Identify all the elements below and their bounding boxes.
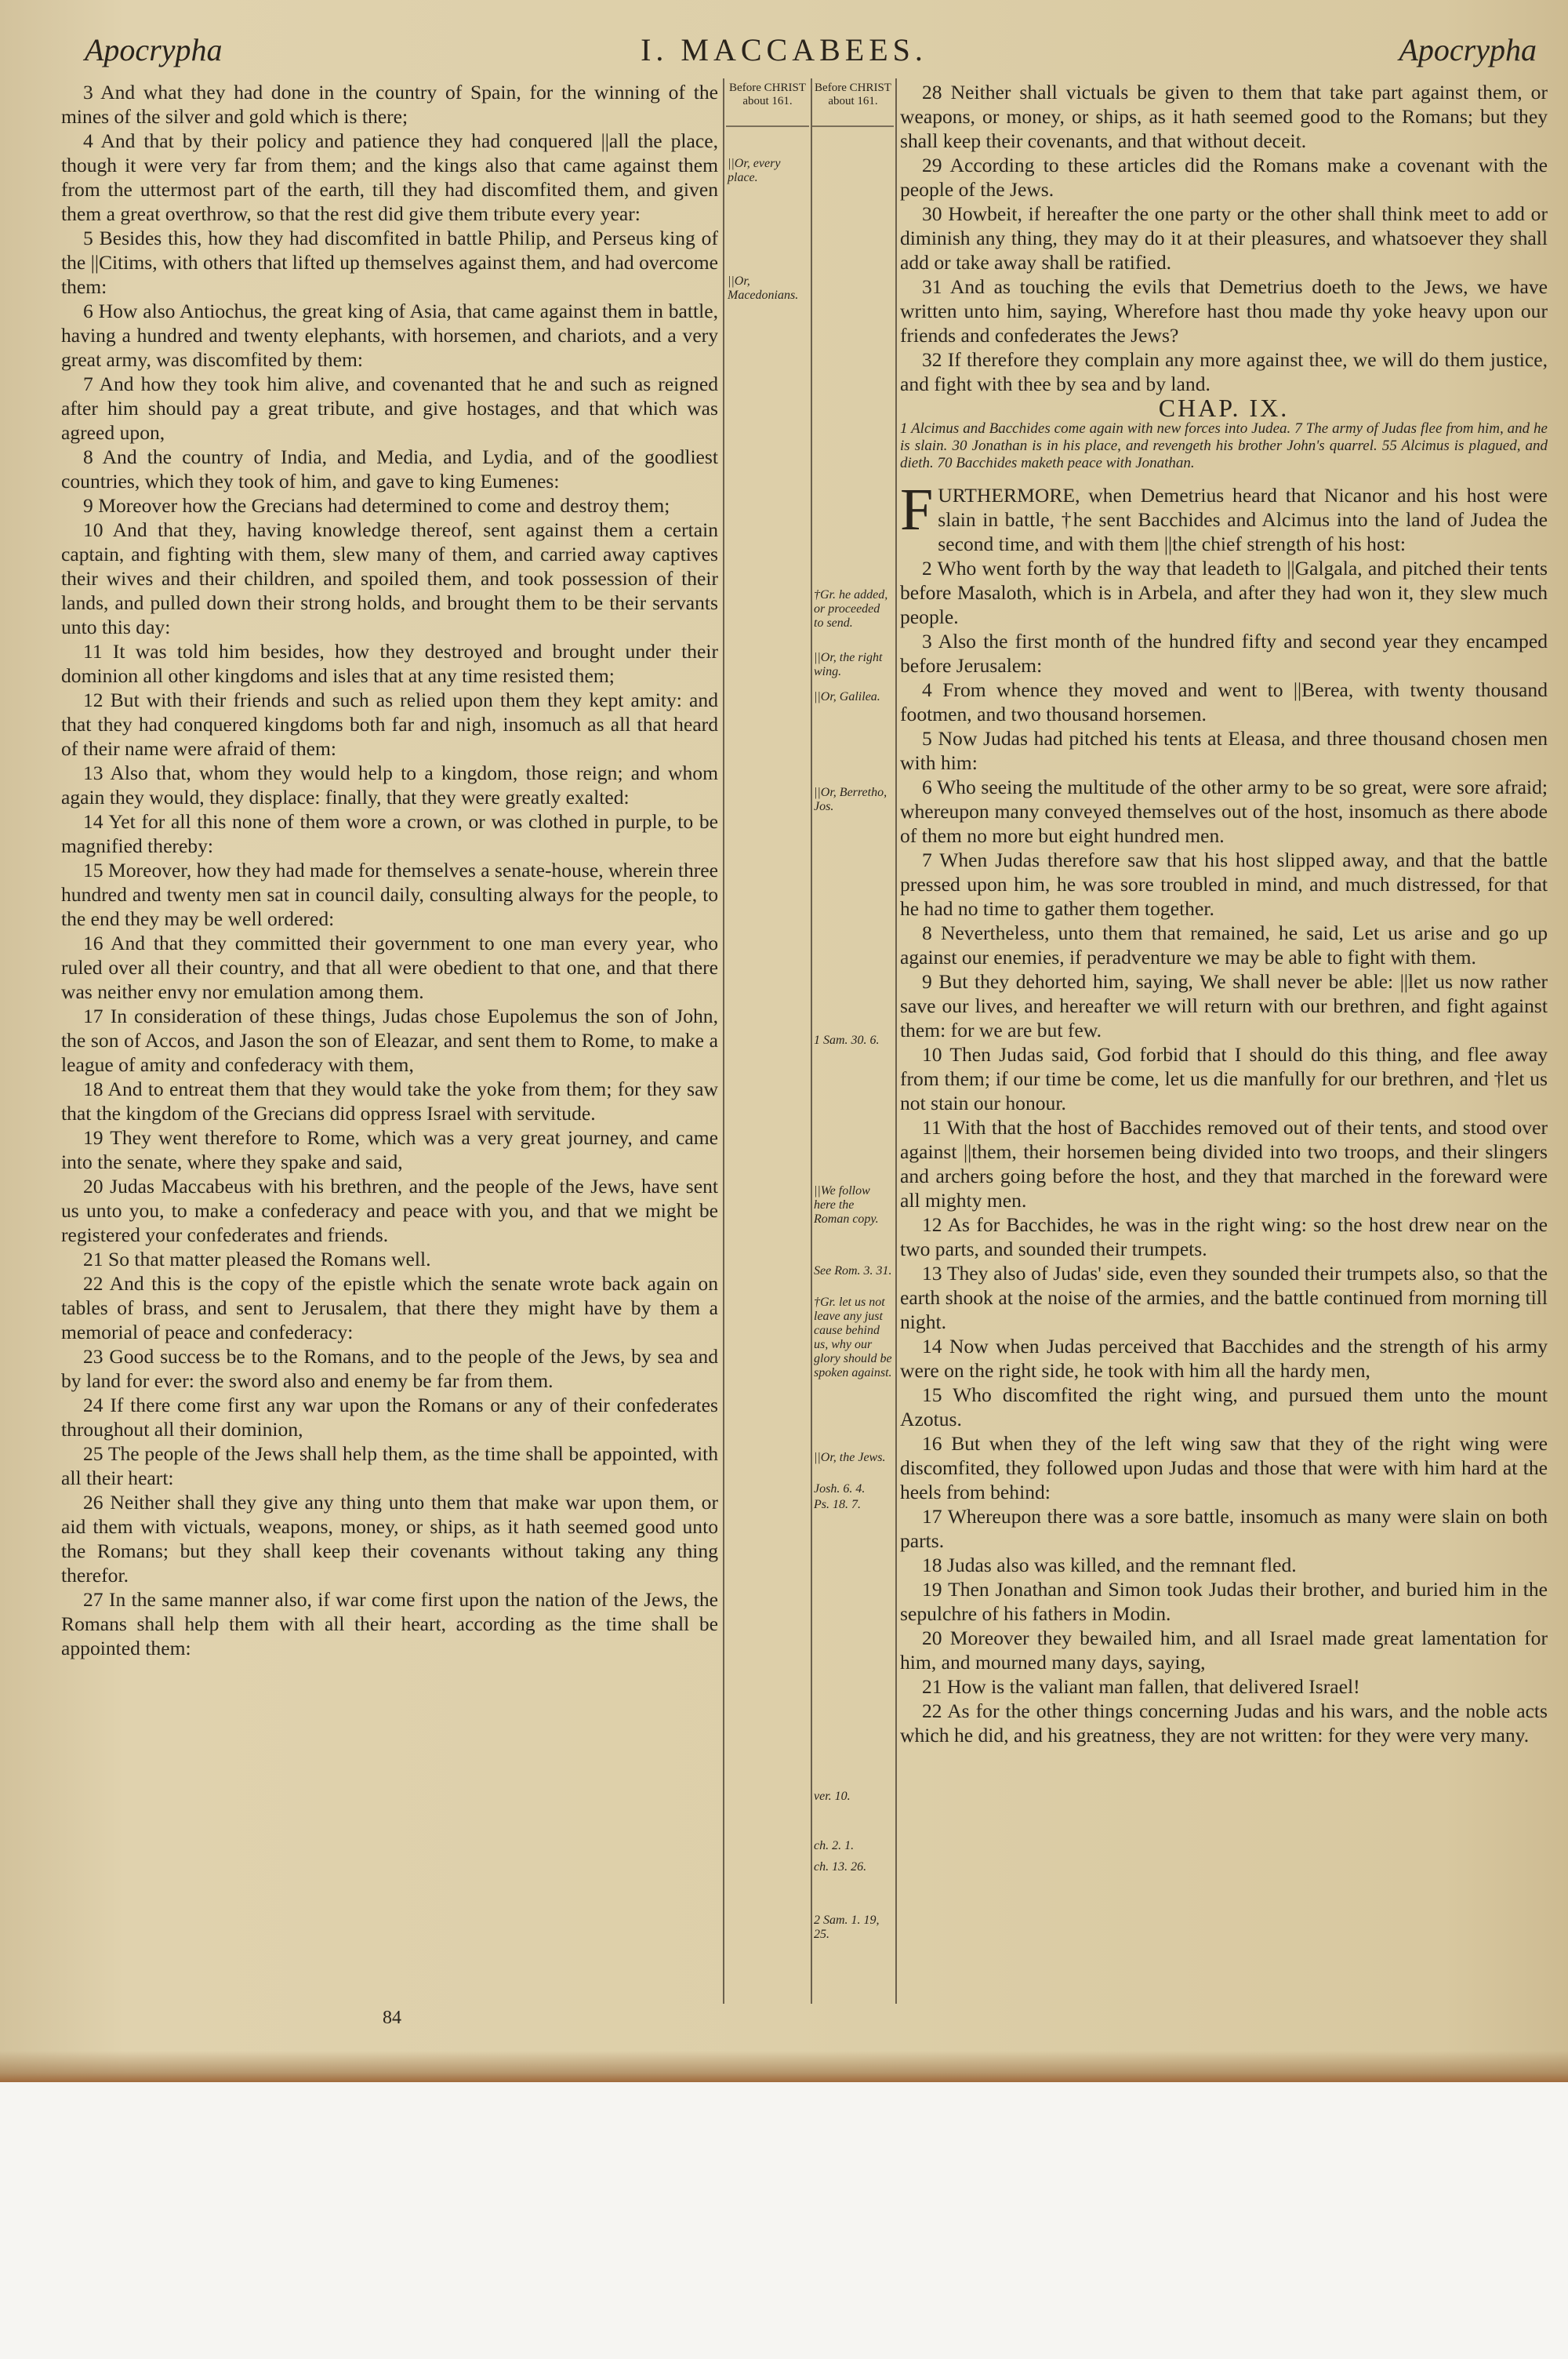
verse: 20 Moreover they bewailed him, and all Israel made great lamentation for him, and mourned many days, saying, — [900, 1627, 1548, 1674]
verse: 5 Now Judas had pitched his tents at Eleasa, and three thousand chosen men with him: — [900, 727, 1548, 774]
verse: 12 As for Bacchides, he was in the right wing: so the host drew near on the two parts, and sounded their trumpets. — [900, 1213, 1548, 1260]
verse: 17 Whereupon there was a sore battle, insomuch as many were slain on both parts. — [900, 1505, 1548, 1552]
verse: 14 Now when Judas perceived that Bacchides and the strength of his army were on the right side, he took with him all the hardy men, — [900, 1335, 1548, 1382]
header-left: Apocrypha — [85, 32, 223, 67]
margin-note: ||Or, every place. — [728, 157, 781, 184]
verse: 9 Moreover how the Grecians had determined to come and destroy them; — [83, 494, 670, 517]
margin-note: ||Or, Berretho, Jos. — [814, 786, 887, 813]
verse: 22 As for the other things concerning Judas and his wars, and the noble acts which he did, and his greatness, they are not written: for they were very many. — [900, 1699, 1548, 1747]
header-right: Apocrypha — [1399, 32, 1537, 67]
verse: 4 From whence they moved and went to ||Berea, with twenty thousand footmen, and two thousand horsemen. — [900, 678, 1548, 725]
verse: 15 Moreover, how they had made for themselves a senate-house, wherein three hundred and twenty men sat in council daily, consulting always for the people, to the end they may be well ordered: — [61, 859, 718, 930]
verse: 16 And that they committed their government to one man every year, who ruled over all their country, and that all were obedient to that one, and that there was neither envy nor emulation among them. — [61, 932, 718, 1003]
verse: 13 Also that, whom they would help to a kingdom, those reign; and whom again they would, they displace: finally, that they were greatly exalted: — [61, 761, 718, 809]
verse: 6 How also Antiochus, the great king of Asia, that came against them in battle, having a hundred and twenty elephants, with horsemen, and chariots, and a very great army, was discomfited by them: — [61, 300, 718, 371]
verse: 7 When Judas therefore saw that his host slipped away, and that the battle pressed upon him, he was sore troubled in mind, and much distressed, for that he had no time to gather them together. — [900, 849, 1548, 920]
verse: 31 And as touching the evils that Demetrius doeth to the Jews, we have written unto him, saying, Wherefore hast thou made thy yoke heavy upon our friends and confederates the Jews? — [900, 275, 1548, 347]
margin-note: Ps. 18. 7. — [814, 1498, 861, 1511]
column-rule-left — [723, 78, 724, 2004]
margin-note: See Rom. 3. 31. — [814, 1264, 892, 1278]
verse: 27 In the same manner also, if war come first upon the nation of the Jews, the Romans shall help them with all their heart, according as the time shall be appointed them: — [61, 1588, 718, 1659]
verse: 32 If therefore they complain any more against thee, we will do them justice, and fight with thee by sea and by land. — [900, 348, 1548, 395]
verse: 6 Who seeing the multitude of the other army to be so great, were sore afraid; whereupon many conveyed themselves out of the host, insomuch as there abode of them no more but eight hundred men. — [900, 776, 1548, 847]
verse: 21 How is the valiant man fallen, that delivered Israel! — [922, 1675, 1360, 1698]
margin-note: †Gr. let us not leave any just cause behind us, why our glory should be spoken against. — [814, 1296, 892, 1379]
margin-note: ch. 13. 26. — [814, 1860, 867, 1874]
margin-note: ch. 2. 1. — [814, 1839, 855, 1852]
before-christ-rule-left — [726, 125, 809, 127]
verse: 21 So that matter pleased the Romans well. — [83, 1248, 431, 1270]
column-rule-right — [895, 78, 897, 2004]
margin-note: ||Or, Macedonians. — [728, 274, 799, 302]
verse: 4 And that by their policy and patience they had conquered ||all the place, though it were very far from them; and the kings also that came against them from the uttermost part of the earth, till they had discomfited them, and given them a great overthrow, so that the rest did give them tribute every year: — [61, 129, 718, 225]
verse: 30 Howbeit, if hereafter the one party or the other shall think meet to add or diminish any thing, they may do it at their pleasures, and whatsoever they shall add or take away shall be ratified. — [900, 202, 1548, 274]
verse: 12 But with their friends and such as relied upon them they kept amity: and that they had conquered kingdoms both far and nigh, insomuch as all that heard of their name were afraid of them: — [61, 689, 718, 760]
before-christ-rule-right — [812, 125, 894, 127]
verse: 10 And that they, having knowledge thereof, sent against them a certain captain, and fighting with them, slew many of them, and carried away captives their wives and their children, and spoiled them, and took possession of their lands, and pulled down their strong holds, and brought them to be their servants unto this day: — [61, 518, 718, 638]
verse: 2 Who went forth by the way that leadeth to ||Galgala, and pitched their tents before Masaloth, which is in Arbela, and after they had won it, they slew much people. — [900, 557, 1548, 628]
chapter-summary: 1 Alcimus and Bacchides come again with new forces into Judea. 7 The army of Judas flee from him, and he is slain. 30 Jonathan is in his place, and revengeth his brother John's quarrel. 55 Alcimus is plagued, and dieth. 70 Bacchides maketh peace with Jonathan. — [900, 420, 1548, 471]
margin-note: †Gr. he added, or proceeded to send. — [814, 588, 888, 630]
verse: 15 Who discomfited the right wing, and pursued them unto the mount Azotus. — [900, 1383, 1548, 1430]
verse: 11 With that the host of Bacchides removed out of their tents, and stood over against ||them, their horsemen being divided into two troops, and their slingers and archers going before the host, and they that marched in the foreward were all mighty men. — [900, 1116, 1548, 1212]
verse: 17 In consideration of these things, Judas chose Eupolemus the son of John, the son of Accos, and Jason the son of Eleazar, and sent them to Rome, to make a league of amity and confederacy with them, — [61, 1005, 718, 1076]
verse: 5 Besides this, how they had discomfited in battle Philip, and Perseus king of the ||Citims, with others that lifted up themselves against them, and had overcome them: — [61, 227, 718, 298]
left-text-column — [61, 80, 718, 1660]
margin-note: ||Or, the Jews. — [814, 1451, 886, 1464]
verse: 22 And this is the copy of the epistle which the senate wrote back again on tables of brass, and sent to Jerusalem, that there they might have by them a memorial of peace and confederacy: — [61, 1272, 718, 1343]
verse: 20 Judas Maccabeus with his brethren, and the people of the Jews, have sent us unto you, to make a confederacy and peace with you, and that we might be registered your confederates and friends. — [61, 1175, 718, 1246]
verse: 24 If there come first any war upon the Romans or any of their confederates throughout all their dominion, — [61, 1394, 718, 1441]
before-christ-right: Before CHRIST about 161. — [815, 82, 891, 107]
margin-note: 2 Sam. 1. 19, 25. — [814, 1914, 880, 1941]
verse: 9 But they dehorted him, saying, We shall never be able: ||let us now rather save our lives, and hereafter we will return with our brethren, and fight against them: for we are but few. — [900, 970, 1548, 1041]
verse: 10 Then Judas said, God forbid that I should do this thing, and flee away from them; if our time be come, let us die manfully for our brethren, and †let us not stain our honour. — [900, 1043, 1548, 1114]
margin-note: ||Or, Galilea. — [814, 690, 880, 703]
margin-note: ||We follow here the Roman copy. — [814, 1184, 879, 1226]
verse: 19 Then Jonathan and Simon took Judas their brother, and buried him in the sepulchre of his fathers in Modin. — [900, 1578, 1548, 1625]
verse: 8 Nevertheless, unto them that remained, he said, Let us arise and go up against our enemies, if peradventure we may be able to fight with them. — [900, 921, 1548, 969]
verse: 18 Judas also was killed, and the remnant fled. — [922, 1554, 1297, 1576]
chapter-heading: CHAP. IX. — [1158, 394, 1290, 422]
verse: 28 Neither shall victuals be given to them that take part against them, or weapons, or money, or ships, as it hath seemed good to the Romans; but they shall keep their covenants, and that without deceit. — [900, 81, 1548, 152]
verse: 14 Yet for all this none of them wore a crown, or was clothed in purple, to be magnified thereby: — [61, 810, 718, 857]
verse: 18 And to entreat them that they would take the yoke from them; for they saw that the kingdom of the Grecians did oppress Israel with servitude. — [61, 1078, 718, 1125]
verse: 23 Good success be to the Romans, and to the people of the Jews, by sea and by land for ever: the sword also and enemy be far from them. — [61, 1345, 718, 1392]
verse: 26 Neither shall they give any thing unto them that make war upon them, or aid them with victuals, weapons, money, or ships, as it hath seemed good unto the Romans; but they shall keep their covenants without taking any thing therefor. — [61, 1491, 718, 1587]
verse: 25 The people of the Jews shall help them, as the time shall be appointed, with all their heart: — [61, 1442, 718, 1489]
chapter-opening: FURTHERMORE, when Demetrius heard that Nicanor and his host were slain in battle, †he sent Bacchides and Alcimus into the land of Judea the second time, and with them ||the chief strength of his host: — [900, 477, 1548, 555]
verse: 13 They also of Judas' side, even they sounded their trumpets also, so that the earth shook at the noise of the armies, and the battle continued from morning till night. — [900, 1262, 1548, 1333]
before-christ-left: Before CHRIST about 161. — [729, 82, 806, 107]
verse: 19 They went therefore to Rome, which was a very great journey, and came into the senate, where they spake and said, — [61, 1126, 718, 1173]
margin-note: Josh. 6. 4. — [814, 1482, 866, 1496]
margin-note: ||Or, the right wing. — [814, 651, 883, 678]
page-number: 84 — [383, 2008, 401, 2028]
verse: 29 According to these articles did the Romans make a covenant with the people of the Jews. — [900, 154, 1548, 201]
running-title: I. MACCABEES. — [641, 32, 927, 67]
verse: 7 And how they took him alive, and covenanted that he and such as reigned after him should pay a great tribute, and give hostages, and that which was agreed upon, — [61, 373, 718, 444]
verse: 3 Also the first month of the hundred fifty and second year they encamped before Jerusalem: — [900, 630, 1548, 677]
right-text-column — [900, 80, 1548, 1747]
verse: 11 It was told him besides, how they destroyed and brought under their dominion all other kingdoms and isles that at any time resisted them; — [61, 640, 718, 687]
background-surface — [0, 2082, 1568, 2359]
verse: 8 And the country of India, and Media, and Lydia, and of the goodliest countries, which they took of him, and gave to king Eumenes: — [61, 445, 718, 493]
margin-note: 1 Sam. 30. 6. — [814, 1034, 880, 1047]
margin-note: ver. 10. — [814, 1790, 851, 1803]
column-rule-middle — [811, 78, 812, 2004]
verse: 3 And what they had done in the country of Spain, for the winning of the mines of the silver and gold which is there; — [61, 81, 718, 128]
verse: 16 But when they of the left wing saw that they of the right wing were discomfited, they followed upon Judas and those that were with him hard at the heels from behind: — [900, 1432, 1548, 1503]
drop-cap: F — [900, 477, 934, 543]
